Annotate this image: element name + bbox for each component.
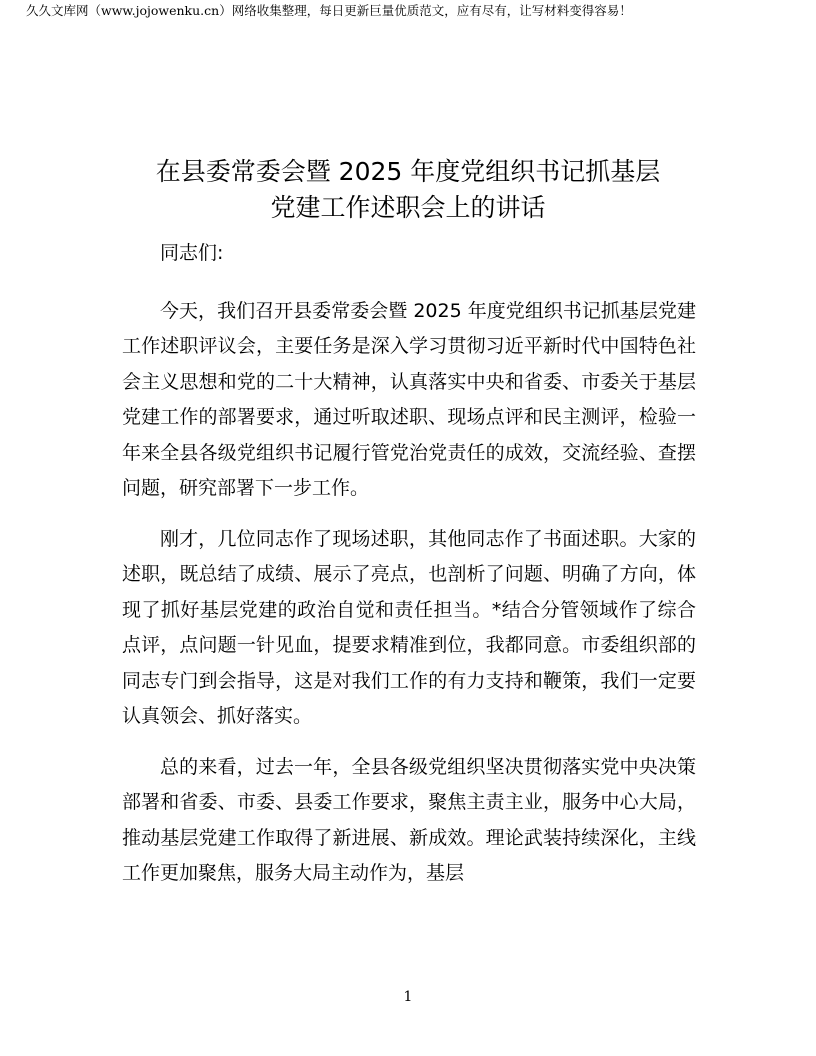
document-body: [122, 236, 696, 907]
page-number: 1: [403, 989, 413, 1005]
document-title: [100, 154, 716, 226]
body-paragraph-3: 总的来看，过去一年，全县各级党组织坚决贯彻落实党中央决策部署和省委、市委、县委工作要求，聚焦主责主业，服务中心大局，推动基层党建工作取得了新进展、新成效。理论武装持续深化，主线工作更加聚焦，服务大局主动作为，基层: [122, 755, 696, 884]
body-paragraph-2: 刚才，几位同志作了现场述职，其他同志作了书面述职。大家的述职，既总结了成绩、展示了亮点，也剖析了问题、明确了方向，体现了抓好基层党建的政治自觉和责任担当。*结合分管领域作了综合点评，点问题一针见血，提要求精准到位，我都同意。市委组织部的同志专门到会指导，这是对我们工作的有力支持和鞭策，我们一定要认真领会、抓好落实。: [122, 527, 696, 727]
source-header-note: 久久文库网（www.jojowenku.cn）网络收集整理，每日更新巨量优质范文，应有尽有，让写材料变得容易！: [26, 3, 632, 18]
document-title-line-2: 党建工作述职会上的讲话: [270, 193, 546, 222]
document-title-line-1: 在县委常委会暨 2025 年度党组织书记抓基层: [155, 157, 661, 186]
salutation: 同志们:: [160, 242, 224, 264]
body-paragraph-1: 今天，我们召开县委常委会暨 2025 年度党组织书记抓基层党建工作述职评议会，主要任务是深入学习贯彻习近平新时代中国特色社会主义思想和党的二十大精神，认真落实中央和省委、市委关于基层党建工作的部署要求，通过听取述职、现场点评和民主测评，检验一年来全县各级党组织书记履行管党治党责任的成效，交流经验、查摆问题，研究部署下一步工作。: [122, 299, 696, 499]
